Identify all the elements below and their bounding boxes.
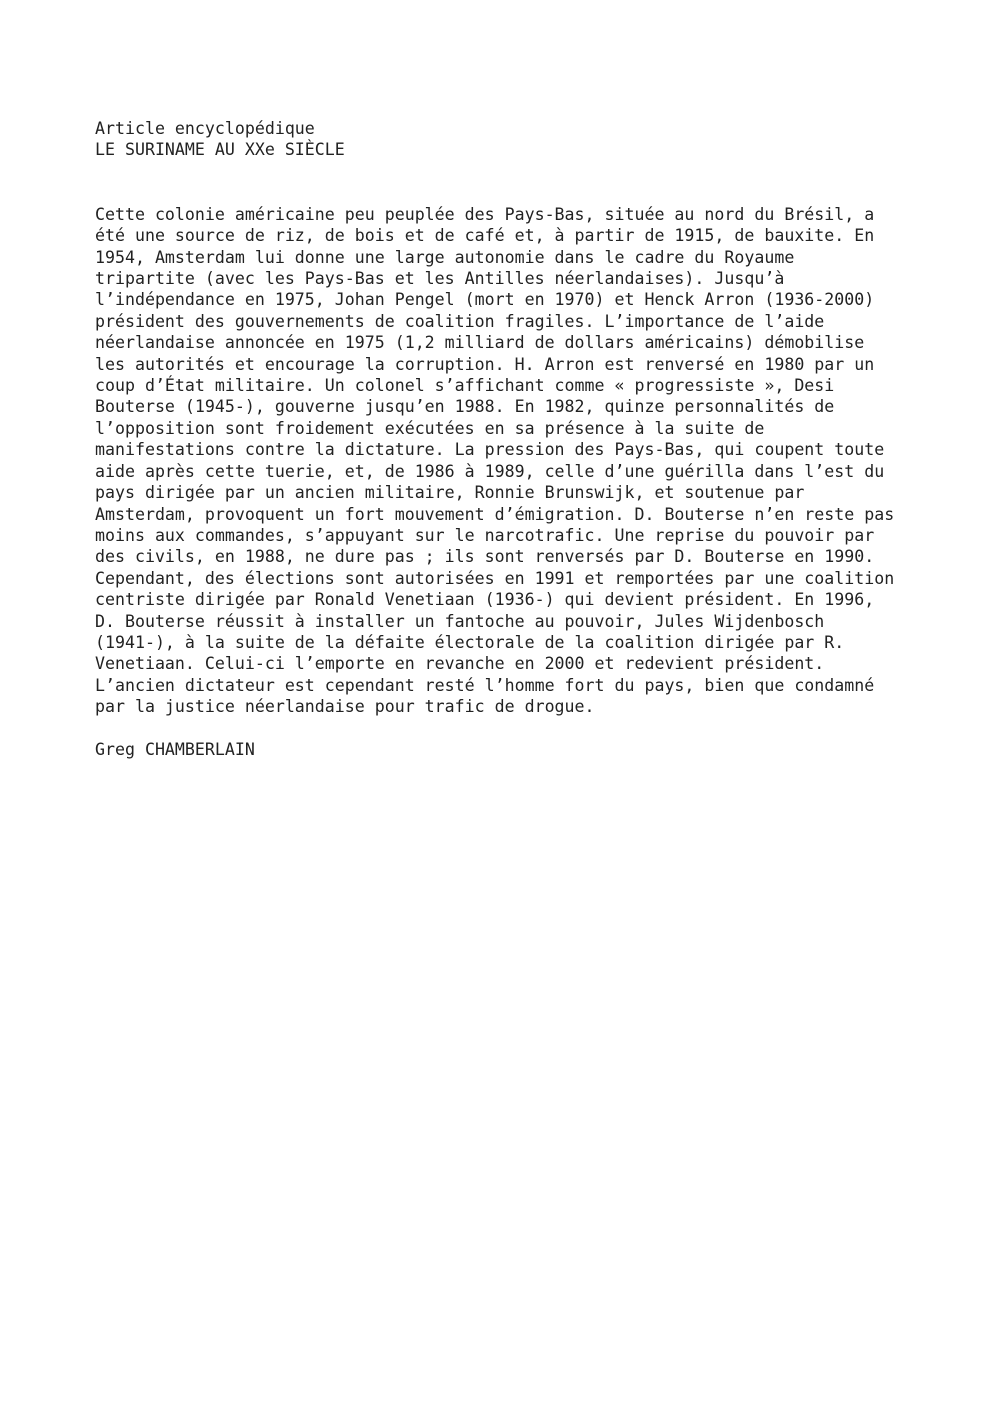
body-line: Bouterse (1945-), gouverne jusqu’en 1988. En 1982, quinze personnalités de [95, 397, 835, 417]
body-line: Amsterdam, provoquent un fort mouvement d’émigration. D. Bouterse n’en reste pas [95, 504, 895, 524]
body-line: par la justice néerlandaise pour trafic de drogue. [95, 697, 595, 717]
body-line: l’indépendance en 1975, Johan Pengel (mort en 1970) et Henck Arron (1936-2000) [95, 290, 875, 310]
body-line: néerlandaise annoncée en 1975 (1,2 milliard de dollars américains) démobilise [95, 333, 865, 353]
document-page [95, 118, 955, 760]
article-body [95, 204, 955, 718]
body-line: Cette colonie américaine peu peuplée des Pays-Bas, située au nord du Brésil, a [95, 204, 875, 224]
body-line: tripartite (avec les Pays-Bas et les Antilles néerlandaises). Jusqu’à [95, 269, 785, 289]
body-line: Venetiaan. Celui-ci l’emporte en revanche en 2000 et redevient président. [95, 654, 825, 674]
body-line: Cependant, des élections sont autorisées en 1991 et remportées par une coalition [95, 568, 895, 588]
body-line: manifestations contre la dictature. La pression des Pays-Bas, qui coupent toute [95, 440, 885, 460]
body-line: aide après cette tuerie, et, de 1986 à 1989, celle d’une guérilla dans l’est du [95, 461, 885, 481]
body-line: des civils, en 1988, ne dure pas ; ils sont renversés par D. Bouterse en 1990. [95, 547, 875, 567]
body-line: (1941-), à la suite de la défaite électorale de la coalition dirigée par R. [95, 632, 845, 652]
body-line: L’ancien dictateur est cependant resté l’homme fort du pays, bien que condamné [95, 675, 875, 695]
body-line: 1954, Amsterdam lui donne une large autonomie dans le cadre du Royaume [95, 247, 795, 267]
author-name: Greg CHAMBERLAIN [95, 739, 255, 759]
body-line: les autorités et encourage la corruption. H. Arron est renversé en 1980 par un [95, 354, 875, 374]
document-title: LE SURINAME AU XXe SIÈCLE [95, 140, 345, 160]
body-line: centriste dirigée par Ronald Venetiaan (1936-) qui devient président. En 1996, [95, 590, 875, 610]
document-kind: Article encyclopédique [95, 119, 315, 138]
body-line: l’opposition sont froidement exécutées en sa présence à la suite de [95, 418, 765, 438]
body-line: coup d’État militaire. Un colonel s’affichant comme « progressiste », Desi [95, 376, 835, 396]
body-line: pays dirigée par un ancien militaire, Ronnie Brunswijk, et soutenue par [95, 483, 805, 503]
body-line: moins aux commandes, s’appuyant sur le narcotrafic. Une reprise du pouvoir par [95, 525, 875, 545]
body-line: président des gouvernements de coalition fragiles. L’importance de l’aide [95, 311, 825, 331]
author-spacer [95, 718, 955, 739]
body-line: D. Bouterse réussit à installer un fantoche au pouvoir, Jules Wijdenbosch [95, 611, 825, 631]
body-line: été une source de riz, de bois et de café et, à partir de 1915, de bauxite. En [95, 226, 875, 246]
header-spacer [95, 161, 955, 204]
